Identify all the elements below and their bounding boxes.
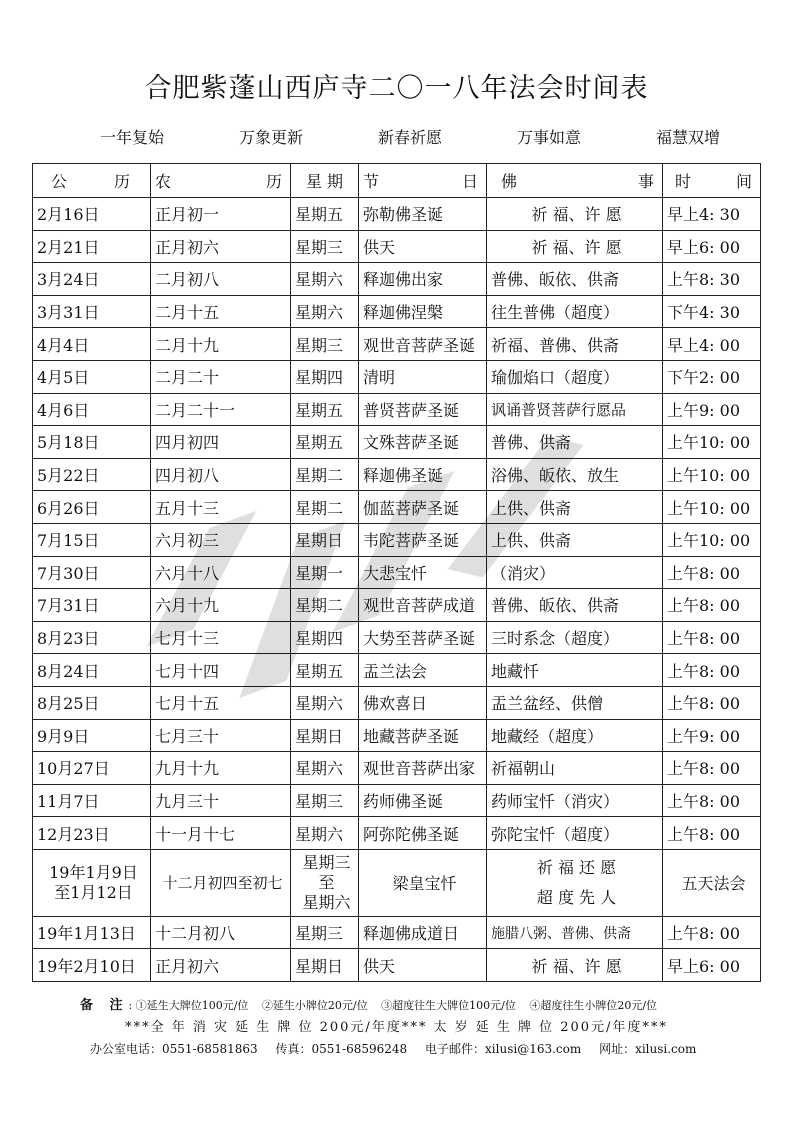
note-item: ①延生大牌位100元/位 xyxy=(135,999,249,1012)
cell-xingqi: 星期四 xyxy=(291,621,359,654)
cell-nongli: 六月十八 xyxy=(151,556,291,589)
table-row xyxy=(33,621,761,654)
cell-jieri: 普贤菩萨圣诞 xyxy=(359,393,487,426)
cell-foshi: 三时系念（超度） xyxy=(487,621,663,654)
cell-jieri: 伽蓝菩萨圣诞 xyxy=(359,491,487,524)
cell-nongli: 六月初三 xyxy=(151,523,291,556)
cell-jieri: 观世音菩萨成道 xyxy=(359,589,487,622)
cell-xingqi: 星期四 xyxy=(291,360,359,393)
slogan-row xyxy=(100,125,720,148)
cell-gongli: 19年1月9日 至1月12日 xyxy=(33,849,151,916)
fax: 传真：0551-68596248 xyxy=(275,1042,408,1056)
cell-jieri: 释迦佛出家 xyxy=(359,263,487,296)
cell-gongli: 9月9日 xyxy=(33,719,151,752)
cell-foshi: 普佛、皈依、供斋 xyxy=(487,263,663,296)
cell-gongli: 19年1月13日 xyxy=(33,916,151,949)
table-row xyxy=(33,426,761,459)
table-row xyxy=(33,491,761,524)
slogan: 福慧双增 xyxy=(655,128,720,147)
cell-shijian: 上午8: 00 xyxy=(663,589,761,622)
cell-nongli: 四月初四 xyxy=(151,426,291,459)
cell-shijian: 上午10: 00 xyxy=(663,426,761,459)
cell-nongli: * 七月三十 xyxy=(151,719,291,752)
cell-foshi: 施腊八粥、普佛、供斋 xyxy=(487,916,663,949)
cell-nongli: 七月十四 xyxy=(151,654,291,687)
cell-shijian: 上午8: 00 xyxy=(663,752,761,785)
cell-jieri: 供天 xyxy=(359,230,487,263)
cell-nongli: * 二月十五 xyxy=(151,295,291,328)
cell-jieri: 韦陀菩萨圣诞 xyxy=(359,523,487,556)
header-foshi: 佛 事 xyxy=(487,164,663,198)
note-item: ④超度往生小牌位20元/位 xyxy=(529,999,658,1012)
cell-nongli: 二月初八 xyxy=(151,263,291,296)
header-jieri: 节 日 xyxy=(359,164,487,198)
notes-line: 备 注: ①延生大牌位100元/位 ②延生小牌位20元/位 ③超度往生大牌位100元/位 ④超度往生小牌位20元/位 xyxy=(80,998,658,1013)
table-row xyxy=(33,556,761,589)
cell-xingqi: 星期二 xyxy=(291,458,359,491)
cell-shijian: 上午9: 00 xyxy=(663,393,761,426)
cell-xingqi: 星期日 xyxy=(291,719,359,752)
cell-jieri: 观世音菩萨圣诞 xyxy=(359,328,487,361)
cell-nongli: 五月十三 xyxy=(151,491,291,524)
cell-nongli: 九月三十 xyxy=(151,784,291,817)
table-row xyxy=(33,393,761,426)
cell-xingqi: 星期二 xyxy=(291,491,359,524)
cell-xingqi: 星期五 xyxy=(291,654,359,687)
note-item: ③超度往生大牌位100元/位 xyxy=(381,999,516,1012)
cell-xingqi: 星期六 xyxy=(291,263,359,296)
slogan: 万象更新 xyxy=(238,128,303,147)
header-nongli: 农 历 xyxy=(151,164,291,198)
cell-foshi: 祈 福、许 愿 xyxy=(487,949,663,982)
cell-gongli: 5月18日 xyxy=(33,426,151,459)
cell-shijian: 上午8: 00 xyxy=(663,654,761,687)
cell-foshi: 普佛、供斋 xyxy=(487,426,663,459)
cell-jieri: 阿弥陀佛圣诞 xyxy=(359,817,487,850)
cell-jieri: 盂兰法会 xyxy=(359,654,487,687)
table-row xyxy=(33,817,761,850)
cell-gongli: 8月24日 xyxy=(33,654,151,687)
cell-xingqi: 星期日 xyxy=(291,949,359,982)
cell-gongli: 10月27日 xyxy=(33,752,151,785)
table-row xyxy=(33,360,761,393)
cell-nongli: 正月初六 xyxy=(151,230,291,263)
cell-nongli: 七月十三 xyxy=(151,621,291,654)
cell-shijian: 早上6: 00 xyxy=(663,949,761,982)
cell-gongli: 3月31日 xyxy=(33,295,151,328)
cell-shijian: 上午10: 00 xyxy=(663,491,761,524)
cell-gongli: 7月31日 xyxy=(33,589,151,622)
cell-foshi: 浴佛、皈依、放生 xyxy=(487,458,663,491)
cell-foshi: 普佛、皈依、供斋 xyxy=(487,589,663,622)
cell-foshi: 上供、供斋 xyxy=(487,523,663,556)
table-row xyxy=(33,916,761,949)
cell-gongli: 12月23日 xyxy=(33,817,151,850)
cell-gongli: 2月21日 xyxy=(33,230,151,263)
cell-foshi: 祈 福、许 愿 xyxy=(487,230,663,263)
cell-shijian: 上午8: 00 xyxy=(663,817,761,850)
cell-foshi: 祈福朝山 xyxy=(487,752,663,785)
cell-jieri: 梁皇宝忏 xyxy=(359,849,487,916)
cell-foshi: 药师宝忏（消灾） xyxy=(487,784,663,817)
cell-jieri: 大悲宝忏 xyxy=(359,556,487,589)
cell-gongli: 3月24日 xyxy=(33,263,151,296)
slogan: 新春祈愿 xyxy=(377,128,442,147)
table-row xyxy=(33,589,761,622)
cell-xingqi: 星期一 xyxy=(291,556,359,589)
cell-foshi: 上供、供斋 xyxy=(487,491,663,524)
cell-foshi: 瑜伽焰口（超度） xyxy=(487,360,663,393)
cell-jieri: 佛欢喜日 xyxy=(359,686,487,719)
cell-jieri: 大势至菩萨圣诞 xyxy=(359,621,487,654)
cell-foshi: 祈福、普佛、供斋 xyxy=(487,328,663,361)
header-shijian: 时 间 xyxy=(663,164,761,198)
cell-jieri: 弥勒佛圣诞 xyxy=(359,198,487,231)
email: 电子邮件：xilusi@163.com xyxy=(425,1042,582,1056)
table-row xyxy=(33,784,761,817)
cell-shijian: 下午4: 30 xyxy=(663,295,761,328)
table-row xyxy=(33,654,761,687)
table-row xyxy=(33,198,761,231)
office-phone: 办公室电话：0551-68581863 xyxy=(90,1042,258,1056)
page-title: 合肥紫蓬山西庐寺二〇一八年法会时间表 xyxy=(144,73,649,104)
table-row xyxy=(33,295,761,328)
cell-nongli: 二月十九 xyxy=(151,328,291,361)
cell-nongli: * 七月十五 xyxy=(151,686,291,719)
cell-jieri: 药师佛圣诞 xyxy=(359,784,487,817)
cell-jieri: 供天 xyxy=(359,949,487,982)
cell-nongli: 四月初八 xyxy=(151,458,291,491)
cell-foshi: 祈 福、许 愿 xyxy=(487,198,663,231)
cell-nongli: 正月初六 xyxy=(151,949,291,982)
cell-shijian: 上午8: 00 xyxy=(663,556,761,589)
cell-foshi: 往生普佛（超度） xyxy=(487,295,663,328)
cell-gongli: 5月22日 xyxy=(33,458,151,491)
cell-xingqi: 星期五 xyxy=(291,426,359,459)
cell-gongli: 4月5日 xyxy=(33,360,151,393)
cell-xingqi: 星期三 xyxy=(291,230,359,263)
slogan: 一年复始 xyxy=(100,128,165,147)
cell-shijian: 下午2: 00 xyxy=(663,360,761,393)
plaque-line: ***全 年 消 灾 延 生 牌 位 200元/年度*** 太 岁 延 生 牌 位 200元/年度*** xyxy=(125,1020,668,1035)
cell-shijian: 上午10: 00 xyxy=(663,458,761,491)
cell-xingqi: 星期三 xyxy=(291,784,359,817)
cell-gongli: 8月23日 xyxy=(33,621,151,654)
table-row xyxy=(33,458,761,491)
header-gongli: 公 历 xyxy=(33,164,151,198)
table-row xyxy=(33,328,761,361)
cell-gongli: 8月25日 xyxy=(33,686,151,719)
cell-foshi: （消灾） xyxy=(487,556,663,589)
cell-foshi: 地藏忏 xyxy=(487,654,663,687)
cell-gongli: 6月26日 xyxy=(33,491,151,524)
cell-gongli: 7月30日 xyxy=(33,556,151,589)
cell-nongli: 二月二十一 xyxy=(151,393,291,426)
cell-jieri: 释迦佛涅槃 xyxy=(359,295,487,328)
special-row xyxy=(33,849,761,916)
cell-gongli: 2月16日 xyxy=(33,198,151,231)
cell-xingqi: 星期六 xyxy=(291,686,359,719)
cell-nongli: 六月十九 xyxy=(151,589,291,622)
cell-gongli: 11月7日 xyxy=(33,784,151,817)
cell-xingqi: 星期三 xyxy=(291,916,359,949)
cell-xingqi: 星期三 至 星期六 xyxy=(291,849,359,916)
slogan: 万事如意 xyxy=(516,128,581,147)
notes-label: 备 注 xyxy=(80,998,129,1013)
cell-nongli: * 十一月十七 xyxy=(151,817,291,850)
cell-xingqi: 星期五 xyxy=(291,198,359,231)
cell-xingqi: 星期六 xyxy=(291,817,359,850)
cell-shijian: 上午10: 00 xyxy=(663,523,761,556)
cell-shijian: 上午8: 00 xyxy=(663,621,761,654)
cell-foshi: 讽诵普贤菩萨行愿品 xyxy=(487,393,663,426)
cell-nongli: 十二月初八 xyxy=(151,916,291,949)
cell-xingqi: 星期五 xyxy=(291,393,359,426)
cell-jieri: 释迦佛成道日 xyxy=(359,916,487,949)
table-header-row xyxy=(33,164,761,198)
table-row xyxy=(33,686,761,719)
cell-jieri: 地藏菩萨圣诞 xyxy=(359,719,487,752)
cell-xingqi: 星期三 xyxy=(291,328,359,361)
cell-xingqi: 星期二 xyxy=(291,589,359,622)
cell-shijian: 上午9: 00 xyxy=(663,719,761,752)
cell-foshi: 盂兰盆经、供僧 xyxy=(487,686,663,719)
header-xingqi: 星 期 xyxy=(291,164,359,198)
cell-foshi: 地藏经（超度） xyxy=(487,719,663,752)
table-row xyxy=(33,752,761,785)
schedule-table xyxy=(32,163,761,982)
cell-xingqi: 星期六 xyxy=(291,295,359,328)
note-item: ②延生小牌位20元/位 xyxy=(261,999,368,1012)
cell-jieri: 观世音菩萨出家 xyxy=(359,752,487,785)
cell-shijian: 上午8: 00 xyxy=(663,916,761,949)
cell-gongli: 4月4日 xyxy=(33,328,151,361)
table-row xyxy=(33,263,761,296)
cell-foshi: 弥陀宝忏（超度） xyxy=(487,817,663,850)
table-row xyxy=(33,523,761,556)
cell-gongli: 4月6日 xyxy=(33,393,151,426)
table-row xyxy=(33,719,761,752)
cell-shijian: 早上4: 30 xyxy=(663,198,761,231)
cell-jieri: 清明 xyxy=(359,360,487,393)
cell-nongli: 十二月初四至初七 xyxy=(151,849,291,916)
cell-shijian: 上午8: 30 xyxy=(663,263,761,296)
cell-shijian: 早上4: 00 xyxy=(663,328,761,361)
cell-jieri: 文殊菩萨圣诞 xyxy=(359,426,487,459)
cell-xingqi: 星期六 xyxy=(291,752,359,785)
cell-gongli: 19年2月10日 xyxy=(33,949,151,982)
contact-line xyxy=(90,1040,710,1057)
cell-jieri: 释迦佛圣诞 xyxy=(359,458,487,491)
cell-nongli: 正月初一 xyxy=(151,198,291,231)
table-row xyxy=(33,949,761,982)
cell-nongli: * 二月二十 xyxy=(151,360,291,393)
website: 网址：xilusi.com xyxy=(599,1042,697,1056)
cell-gongli: 7月15日 xyxy=(33,523,151,556)
cell-nongli: 九月十九 xyxy=(151,752,291,785)
cell-shijian: 早上6: 00 xyxy=(663,230,761,263)
cell-foshi: 祈 福 还 愿 超 度 先 人 xyxy=(487,849,663,916)
cell-shijian: 五天法会 xyxy=(663,849,761,916)
table-row xyxy=(33,230,761,263)
cell-shijian: 上午8: 00 xyxy=(663,686,761,719)
cell-xingqi: 星期日 xyxy=(291,523,359,556)
cell-shijian: 上午8: 00 xyxy=(663,784,761,817)
